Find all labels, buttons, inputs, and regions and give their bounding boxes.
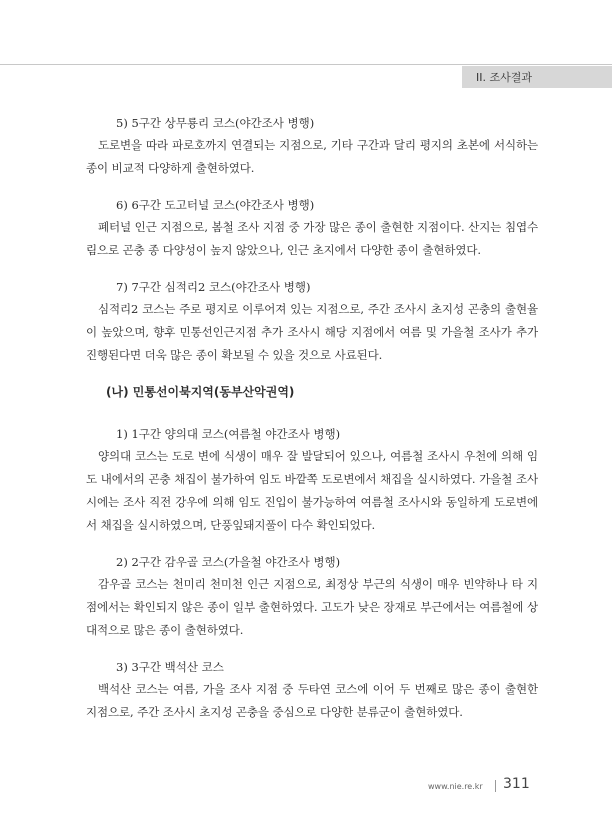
section-paragraph: 양의대 코스는 도로 변에 식생이 매우 잘 발달되어 있으나, 여름철 조사시 우천에 의해 임도 내에서의 곤충 채집이 불가하여 임도 바깥쪽 도로변에서 채집을 실시하였다. 가을철 조사시에는 조사 직전 강우에 의해 임도 진입이 불가능하여 여름철 조사시와 동일하게 도로변에서 채집을 실시하였으며, 단풍잎돼지풀이 다수 확인되었다. [86,449,538,532]
section-paragraph: 폐터널 인근 지점으로, 봄철 조사 지점 중 가장 많은 종이 출현한 지점이다. 산지는 침엽수림으로 곤충 종 다양성이 높지 않았으나, 인근 초지에서 다양한 종이 출현하였다. [86,220,538,257]
section-course-b3 [86,656,538,724]
section-course-5 [86,112,538,180]
page-body [86,112,538,738]
chapter-tab-label: II. 조사결과 [476,71,532,84]
section-course-6 [86,194,538,262]
major-heading: (나) 민통선이북지역(동부산악권역) [106,385,295,399]
footer-divider [495,780,496,792]
section-course-b1 [86,423,538,537]
page-number: 311 [503,776,530,792]
section-paragraph: 백석산 코스는 여름, 가을 조사 지점 중 두타연 코스에 이어 두 번째로 많은 종이 출현한 지점으로, 주간 조사시 초지성 곤충을 중심으로 다양한 분류군이 출현하였다. [86,682,538,719]
section-heading: 7) 7구간 심적리2 코스(야간조사 병행) [116,280,311,294]
section-course-7 [86,276,538,367]
section-heading: 6) 6구간 도고터널 코스(야간조사 병행) [116,198,315,212]
section-course-b2 [86,551,538,642]
section-heading: 5) 5구간 상무룡리 코스(야간조사 병행) [116,116,315,130]
section-heading: 3) 3구간 백석산 코스 [116,660,224,674]
footer-url: www.nie.re.kr [428,782,483,791]
section-heading: 2) 2구간 감우골 코스(가을철 야간조사 병행) [116,555,341,569]
section-heading: 1) 1구간 양의대 코스(여름철 야간조사 병행) [116,427,341,441]
header-rule [0,64,612,65]
chapter-tab [462,66,612,88]
section-paragraph: 심적리2 코스는 주로 평지로 이루어져 있는 지점으로, 주간 조사시 초지성 곤충의 출현율이 높았으며, 향후 민통선인근지점 추가 조사시 해당 지점에서 여름 및 가을철 조사가 추가 진행된다면 더욱 많은 종이 확보될 수 있을 것으로 사료된다. [86,302,538,362]
section-paragraph: 도로변을 따라 파로호까지 연결되는 지점으로, 기타 구간과 달리 평지의 초본에 서식하는 종이 비교적 다양하게 출현하였다. [86,138,538,175]
section-paragraph: 감우골 코스는 천미리 천미천 인근 지점으로, 최정상 부근의 식생이 매우 빈약하나 타 지점에서는 확인되지 않은 종이 일부 출현하였다. 고도가 낮은 장재로 부근에서는 여름철에 상대적으로 많은 종이 출현하였다. [86,577,538,637]
